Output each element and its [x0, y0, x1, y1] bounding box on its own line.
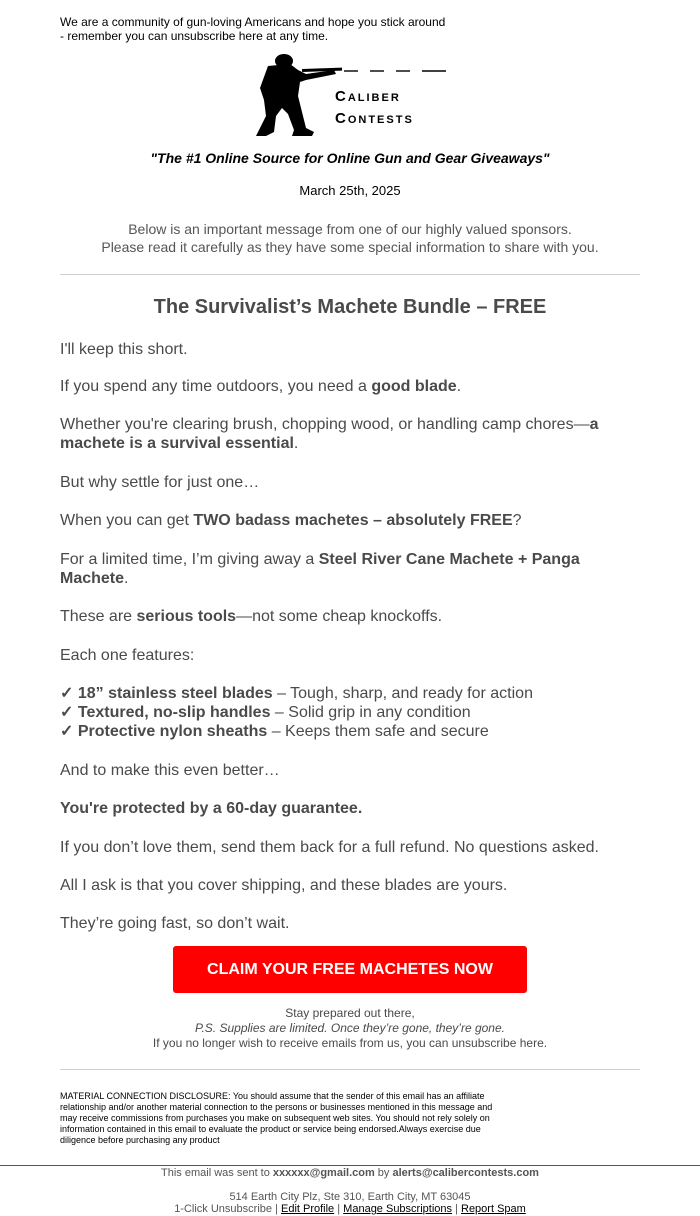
- paragraph-12: All I ask is that you cover shipping, and these blades are yours.: [60, 877, 508, 894]
- sponsor-line-1: Below is an important message from one of our highly valued sponsors.: [128, 221, 572, 237]
- paragraph-13: They’re going fast, so don’t wait.: [60, 915, 290, 932]
- sender-email: alerts@calibercontests.com: [392, 1167, 539, 1179]
- text-bold: TWO badass machetes – absolutely FREE: [193, 512, 513, 529]
- paragraph-9: And to make this even better…: [60, 762, 280, 779]
- text: Whether you're clearing brush, chopping wood, or handling camp chores—: [60, 416, 590, 433]
- text: When you can get: [60, 512, 194, 529]
- logo-wordmark: [335, 86, 414, 130]
- article-headline: The Survivalist’s Machete Bundle – FREE: [153, 296, 547, 318]
- feature-title: Protective nylon sheaths: [77, 723, 268, 740]
- feature-item: [60, 722, 620, 741]
- recipient-email: xxxxxx@gmail.com: [272, 1167, 375, 1179]
- check-icon: ✓: [60, 723, 74, 740]
- text-bold: good blade: [371, 378, 457, 395]
- intro-line-2: - remember you can unsubscribe here at any time.: [60, 29, 329, 43]
- paragraph-6: [60, 550, 605, 588]
- text-bold: serious tools: [136, 608, 237, 625]
- feature-list: [60, 684, 620, 741]
- check-icon: ✓: [60, 704, 74, 721]
- paragraph-11: If you don’t love them, send them back for a full refund. No questions asked.: [60, 839, 599, 856]
- paragraph-2: [60, 377, 620, 396]
- paragraph-3: [60, 415, 605, 453]
- edit-profile-link[interactable]: Edit Profile: [280, 1203, 335, 1215]
- sign-off: Stay prepared out there,: [285, 1006, 415, 1020]
- ps-note: P.S. Supplies are limited. Once they’re gone, they’re gone.: [195, 1021, 505, 1035]
- feature-title: 18” stainless steel blades: [77, 685, 273, 702]
- email-date: March 25th, 2025: [299, 183, 401, 198]
- manage-subscriptions-link[interactable]: Manage Subscriptions: [343, 1203, 453, 1215]
- feature-desc: – Keeps them safe and secure: [267, 723, 489, 740]
- feature-item: [60, 703, 620, 722]
- logo-line-1: Caliber: [335, 88, 401, 105]
- paragraph-8: Each one features:: [60, 647, 195, 664]
- text: These are: [60, 608, 137, 625]
- separator: |: [334, 1203, 344, 1215]
- text: This email was sent to: [161, 1167, 273, 1179]
- feature-desc: – Solid grip in any condition: [270, 704, 471, 721]
- divider-bottom: [60, 1069, 640, 1070]
- tagline: "The #1 Online Source for Online Gun and Gear Giveaways": [150, 150, 550, 166]
- check-icon: ✓: [60, 685, 74, 702]
- text-bold: a machete is a survival essential: [60, 416, 599, 452]
- separator: |: [452, 1203, 461, 1215]
- feature-desc: – Tough, sharp, and ready for action: [272, 685, 533, 702]
- intro-text: [60, 15, 480, 43]
- claim-machetes-button[interactable]: CLAIM YOUR FREE MACHETES NOW: [173, 946, 527, 993]
- paragraph-1: I'll keep this short.: [60, 341, 188, 358]
- text-bold: Steel River Cane Machete + Panga Machete: [60, 551, 580, 587]
- sponsor-line-2: Please read it carefully as they have some special information to share with you.: [101, 239, 599, 255]
- divider-top: [60, 274, 640, 275]
- text: by: [374, 1167, 393, 1179]
- text: .: [456, 378, 462, 395]
- paragraph-5: [60, 511, 620, 530]
- one-click-unsubscribe-link[interactable]: 1-Click Unsubscribe: [174, 1203, 272, 1215]
- paragraph-7: [60, 607, 620, 626]
- report-spam-link[interactable]: Report Spam: [461, 1203, 526, 1215]
- logo-line-2: Contests: [335, 110, 414, 127]
- material-disclosure: MATERIAL CONNECTION DISCLOSURE: You should assume that the sender of this email has an affiliate relationship and/or another material connection to the persons or businesses mentioned in this message and may receive commissions from purchases you make on subsequent web sites. You should not rely solely on information contained in this email to evaluate the product or service being endorsed.Always exercise due diligence before purchasing any product: [60, 1091, 493, 1145]
- sponsor-note: [0, 220, 700, 256]
- feature-item: [60, 684, 620, 703]
- separator: |: [272, 1203, 281, 1215]
- footer-address: 514 Earth City Plz, Ste 310, Earth City, MT 63045: [229, 1191, 471, 1203]
- footer-links: [0, 1203, 700, 1216]
- text: For a limited time, I’m giving away a: [60, 551, 319, 568]
- text: ?: [512, 512, 522, 529]
- unsubscribe-link[interactable]: If you no longer wish to receive emails from us, you can unsubscribe here.: [152, 1036, 548, 1050]
- footer-divider: [0, 1165, 700, 1166]
- text: —not some cheap knockoffs.: [236, 608, 443, 625]
- guarantee-text: You're protected by a 60-day guarantee.: [60, 800, 363, 817]
- text: If you spend any time outdoors, you need a: [60, 378, 372, 395]
- intro-line-1: We are a community of gun-loving Americans and hope you stick around: [60, 15, 446, 29]
- paragraph-4: But why settle for just one…: [60, 474, 260, 491]
- text: .: [124, 570, 129, 587]
- text: .: [293, 435, 299, 452]
- footer-sent-to: [0, 1167, 700, 1180]
- feature-title: Textured, no-slip handles: [77, 704, 271, 721]
